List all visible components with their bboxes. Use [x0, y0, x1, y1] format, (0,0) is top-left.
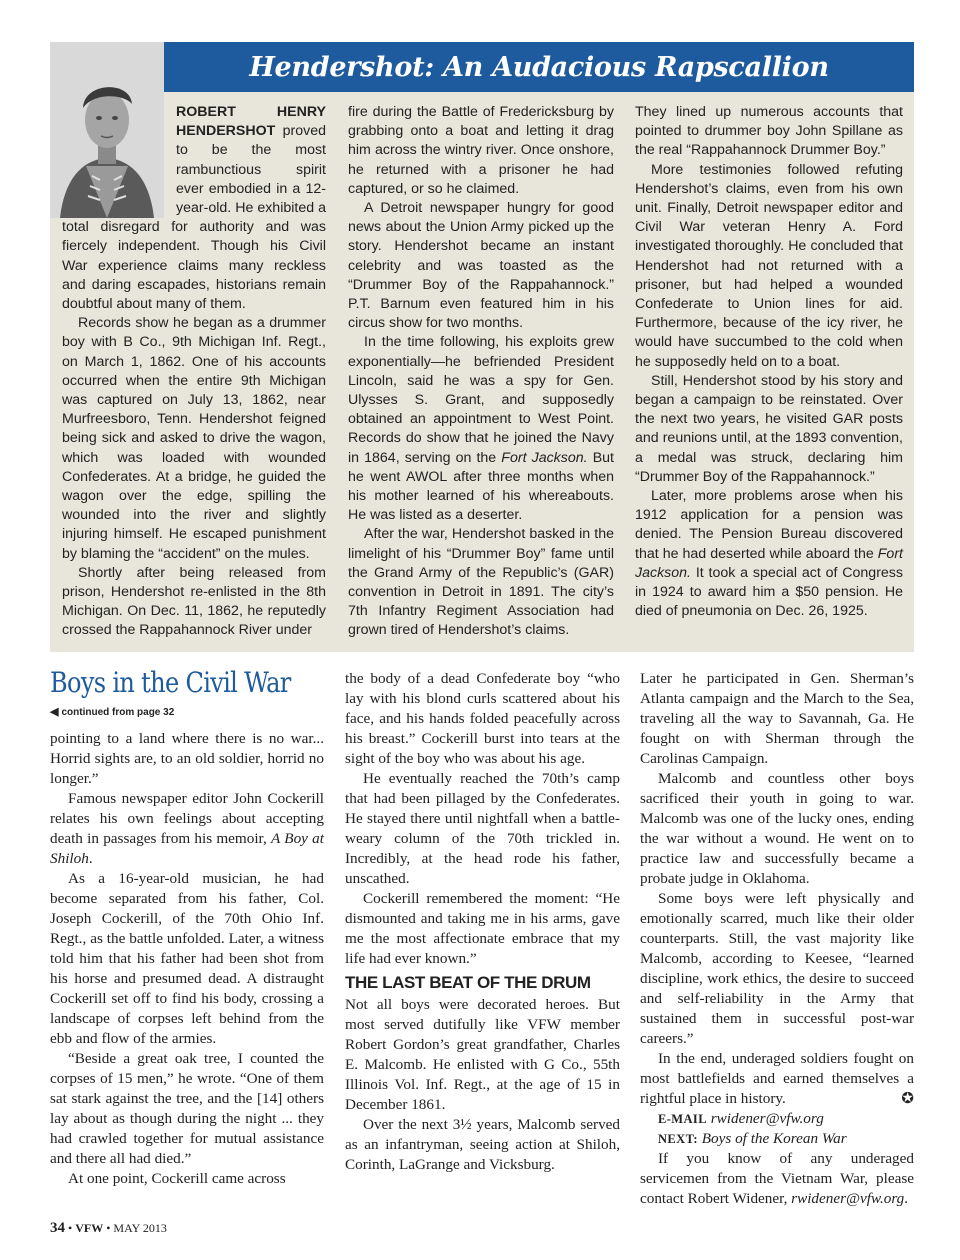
- end-mark-icon: ✪: [901, 1091, 914, 1107]
- sidebar-paragraph: ROBERT HENRY HENDERSHOT proved to be the most rambunctious spirit ever embodied in a 12-year-old. He exhibited a total disregard for authority and was fiercely independent. Though his Civil War experience claims many reckless and daring escapades, historians remain doubtful about many of them.: [62, 104, 326, 313]
- email-line: E-MAIL rwidener@vfw.org: [658, 1110, 824, 1127]
- email-link[interactable]: rwidener@vfw.org: [710, 1110, 824, 1127]
- book-title: A Boy at Shiloh: [50, 830, 324, 867]
- ship-name: Fort Jackson.: [501, 449, 588, 466]
- sidebar-paragraph: A Detroit newspaper hungry for good news about the Union Army picked up the story. Hendershot became an instant celebrity and was toasted as the “Drummer Boy of the Rappahannock.” P.T. Barnum even featured him in his circus show for two months.: [348, 200, 614, 332]
- sidebar-box: [50, 42, 914, 652]
- article-paragraph: pointing to a land where there is no war... Horrid sights are, to an old soldier, horrid no longer.”: [50, 730, 324, 787]
- sidebar-column-1: [62, 103, 326, 641]
- article-column-3: [640, 669, 914, 1209]
- sidebar-paragraph: They lined up numerous accounts that pointed to drummer boy John Spillane as the real “Rappahannock Drummer Boy.”: [635, 104, 903, 159]
- page-footer: 34 • VFW • MAY 2013: [50, 1220, 167, 1236]
- article-column-1: [50, 729, 324, 1189]
- article-paragraph: Malcomb and countless other boys sacrificed their youth in going to war. Malcomb was one of the lucky ones, ending the war without a wound. He went on to practice law and successfully became a probate judge in Oklahoma.: [640, 770, 914, 887]
- article-paragraph: “Beside a great oak tree, I counted the corpses of 15 men,” he wrote. “One of them sat stark against the tree, and the [14] others lay about as though during the night ... they had crawled together for mutual assistance and there all had died.”: [50, 1050, 324, 1167]
- section-heading: THE LAST BEAT OF THE DRUM: [345, 973, 591, 992]
- sidebar-paragraph: Still, Hendershot stood by his story and began a campaign to be reinstated. Over the next two years, he visited GAR posts and reunions until, at the 1893 convention, a medal was struck, declaring him “Drummer Boy of the Rappahannock.”: [635, 372, 903, 485]
- sidebar-paragraph: Shortly after being released from prison, Hendershot re-enlisted in the 8th Michigan. On Dec. 11, 1862, he reputedly crossed the Rappahannock River under: [62, 564, 326, 639]
- lead-name: ROBERT HENRY HENDERSHOT: [176, 104, 326, 140]
- article-paragraph: Some boys were left physically and emotionally scarred, much like their older counterparts. Still, the vast majority like Malcomb, according to Keesee, “learned discipline, work ethics, the desire to succeed and self-reliability in the Army that sustained them in successful post-war careers.”: [640, 890, 914, 1047]
- article-title: Boys in the Civil War: [50, 666, 291, 699]
- page-number: 34: [50, 1220, 65, 1236]
- article-paragraph: Over the next 3½ years, Malcomb served as an infantryman, seeing action at Shiloh, Corinth, LaGrange and Vicksburg.: [345, 1116, 620, 1173]
- article-paragraph: He eventually reached the 70th’s camp that had been pillaged by the Confederates. He stayed there until nightfall when a battle-weary column of the 70th trickled in. Incredibly, at the head rode his father, unscathed.: [345, 770, 620, 887]
- issue-date: MAY 2013: [113, 1221, 167, 1235]
- email-link[interactable]: rwidener@vfw.org: [791, 1190, 905, 1207]
- article-paragraph: Later he participated in Gen. Sherman’s Atlanta campaign and the March to the Sea, traveling all the way to Savannah, Ga. He fought on with Sherman through the Carolinas Campaign.: [640, 670, 914, 767]
- publication-name: VFW: [75, 1221, 104, 1235]
- article-paragraph: Famous newspaper editor John Cockerill relates his own feelings about accepting death in passages from his memoir, A Boy at Shiloh.: [50, 790, 324, 867]
- article-paragraph: Cockerill remembered the moment: “He dismounted and taking me in his arms, gave me the most affectionate embrace that my life had ever known.”: [345, 890, 620, 967]
- continued-note: ◀ continued from page 32: [50, 706, 175, 718]
- arrow-left-icon: ◀: [50, 706, 59, 718]
- article-paragraph: the body of a dead Confederate boy “who lay with his blond curls scattered about his face, and his hands folded peacefully across his breast.” Cockerill burst into tears at the sight of the boy who was about his age.: [345, 670, 620, 767]
- article-paragraph: At one point, Cockerill came across: [68, 1170, 286, 1187]
- sidebar-paragraph: Later, more problems arose when his 1912 application for a pension was denied. The Pension Bureau discovered that he had deserted while aboard the Fort Jackson. It took a special act of Congress in 1924 to award him a $50 pension. He died of pneumonia on Dec. 26, 1925.: [635, 488, 903, 620]
- sidebar-paragraph: More testimonies followed refuting Hendershot’s claims, even from his own unit. Finally, Detroit newspaper editor and Civil War veteran Henry A. Ford investigated thoroughly. He concluded that Hendershot had not returned with a prisoner, but had helped a wounded Confederate to Union lines for aid. Furthermore, because of the icy river, he would have succumbed to the cold when he supposedly held on to a boat.: [635, 161, 903, 370]
- sidebar-paragraph: fire during the Battle of Fredericksburg by grabbing onto a boat and letting it drag him across the wintry river. Once onshore, he returned with a prisoner he had captured, or so he claimed.: [348, 104, 614, 197]
- sidebar-paragraph: After the war, Hendershot basked in the limelight of his “Drummer Boy” fame until the Grand Army of the Republic’s (GAR) convention in Detroit in 1891. The city’s 7th Infantry Regiment Association had grown tired of Hendershot’s claims.: [348, 526, 614, 639]
- sidebar-paragraph: Records show he began as a drummer boy with B Co., 9th Michigan Inf. Regt., on March 1, 1862. One of his accounts occurred when the entire 9th Michigan was captured on July 13, 1862, near Murfreesboro, Tenn. Hendershot feigned being sick and asked to drive the wagon, which was loaded with wounded Confederates. At a bridge, he guided the wagon over the edge, spilling the wounded into the river and slightly injuring himself. He escaped punishment by blaming the “accident” on the mules.: [62, 315, 326, 562]
- sidebar-column-2: [348, 103, 614, 641]
- article-paragraph: Not all boys were decorated heroes. But most served dutifully like VFW member Robert Gordon’s great grandfather, Charles E. Malcomb. He enlisted with G Co., 55th Illinois Vol. Inf. Regt., at the age of 15 in December 1861.: [345, 996, 620, 1113]
- article-paragraph: If you know of any underaged servicemen from the Vietnam War, please contact Robert Widener, rwidener@vfw.org.: [640, 1150, 914, 1207]
- article-column-2: [345, 669, 620, 1175]
- sidebar-title: Hendershot: An Audacious Rapscallion: [164, 42, 914, 92]
- sidebar-column-3: [635, 103, 903, 621]
- article-paragraph: In the end, underaged soldiers fought on most battlefields and earned themselves a rightful place in history. ✪: [640, 1050, 914, 1107]
- next-line: NEXT: Boys of the Korean War: [658, 1130, 847, 1147]
- ship-name: Fort Jackson.: [635, 545, 903, 581]
- sidebar-paragraph: In the time following, his exploits grew exponentially—he befriended President Lincoln, said he was a spy for Gen. Ulysses S. Grant, and supposedly obtained an appointment to West Point. Records do show that he joined the Navy in 1864, serving on the Fort Jackson. But he went AWOL after three months when his mother learned of his whereabouts. He was listed as a deserter.: [348, 334, 614, 524]
- article-paragraph: As a 16-year-old musician, he had become separated from his father, Col. Joseph Cockerill, of the 70th Ohio Inf. Regt., as the battle unfolded. Later, a witness told him that his father had been shot from his horse and presumed dead. A distraught Cockerill set off to find his body, crossing a landscape of corpses left behind from the ebb and flow of the armies.: [50, 870, 324, 1047]
